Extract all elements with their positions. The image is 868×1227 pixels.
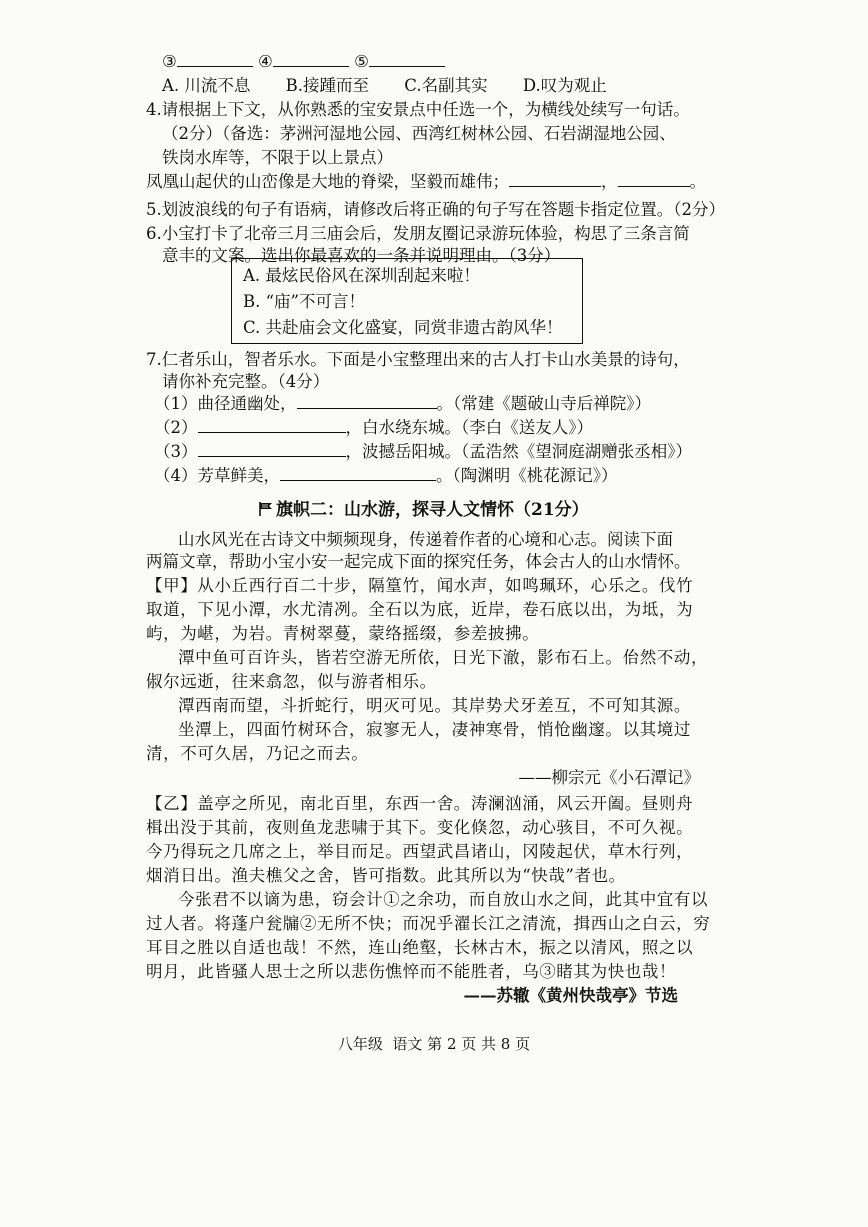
jia-line: 俶尔远逝，往来翕忽，似与游者相乐。 [146, 672, 437, 691]
page-footer: 八年级 语文 第 2 页 共 8 页 [337, 1035, 531, 1053]
q6-line2: 意丰的文案。选出你最喜欢的一条并说明理由。（3分） [162, 246, 561, 265]
jia-line: 清，不可久居，乃记之而去。 [146, 744, 369, 763]
yi-line: 【乙】盖亭之所见，南北百里，东西一舍。涛澜汹涌，风云开阖。昼则舟 [146, 794, 694, 813]
answer-blank [280, 466, 436, 481]
q3-blank-row [162, 52, 445, 72]
yi-line: 今张君不以谪为患，窃会计①之余功，而自放山水之间，此其中宜有以 [178, 890, 709, 909]
answer-blank [369, 52, 445, 67]
flag-icon [258, 502, 274, 516]
yi-line: 楫出没于其前，夜则鱼龙悲啸于其下。变化倏忽，动心骇目，不可久视。 [146, 818, 694, 837]
blank-mark-3: ③ [162, 52, 177, 71]
q6-option-a: A. 最炫民俗风在深圳刮起来啦！ [243, 266, 480, 285]
yi-line: 烟消日出。渔夫樵父之舍，皆可指数。此其所以为“快哉”者也。 [146, 866, 626, 885]
answer-blank [177, 52, 253, 67]
jia-line: 取道，下见小潭，水尤清冽。全石以为底，近岸，卷石底以出，为坻，为 [146, 600, 694, 619]
jia-line: 坐潭上，四面竹树环合，寂寥无人，凄神寒骨，悄怆幽邃。以其境过 [178, 720, 691, 739]
yi-line: 今乃得玩之几席之上，举目而足。西望武昌诸山，冈陵起伏，草木行列， [146, 842, 694, 861]
q6-option-b: B. “庙”不可言！ [243, 292, 365, 311]
jia-source: ——柳宗元《小石潭记》 [518, 768, 700, 787]
q7-item-3: （3） ，波撼岳阳城。（孟浩然《望洞庭湖赠张丞相》） [154, 442, 692, 461]
q4-line1: 4.请根据上下文，从你熟悉的宝安景点中任选一个，为横线处续写一句话。 [146, 100, 690, 119]
section-intro-2: 两篇文章，帮助小宝小安一起完成下面的探究任务，体会古人的山水情怀。 [146, 552, 691, 571]
yi-line: 明月，此皆骚人思士之所以悲伤憔悴而不能胜者，乌③睹其为快也哉！ [146, 962, 677, 981]
option-a: A. 川流不息 [162, 76, 251, 95]
q4-answer-line: 凤凰山起伏的山峦像是大地的脊梁，坚毅而雄伟； ， 。 [146, 172, 706, 191]
answer-blank [198, 418, 346, 433]
option-d: D.叹为观止 [522, 76, 607, 95]
q7-line2: 请你补充完整。（4分） [162, 372, 330, 391]
section-heading [258, 500, 589, 520]
q4-line3: 铁岗水库等，不限于以上景点） [162, 148, 393, 167]
q7-line1: 7.仁者乐山，智者乐水。下面是小宝整理出来的古人打卡山水美景的诗句， [146, 350, 690, 369]
yi-line: 耳目之胜以自适也哉！不然，连山绝壑，长林古木，振之以清风，照之以 [146, 938, 694, 957]
jia-line: 潭西南而望，斗折蛇行，明灭可见。其岸势犬牙差互，不可知其源。 [178, 696, 691, 715]
q3-options [162, 76, 607, 96]
jia-line: 屿，为嵁，为岩。青树翠蔓，蒙络摇缀，参差披拂。 [146, 624, 540, 643]
answer-blank [618, 172, 690, 187]
blank-mark-4: ④ [258, 52, 273, 71]
yi-source: ——苏辙《黄州快哉亭》节选 [463, 986, 678, 1005]
q6-option-c: C. 共赴庙会文化盛宴，同赏非遗古韵风华！ [243, 318, 563, 337]
answer-blank [198, 442, 346, 457]
blank-mark-5: ⑤ [354, 52, 369, 71]
answer-blank [297, 394, 437, 409]
option-b: B.接踵而至 [285, 76, 370, 95]
jia-line: 【甲】从小丘西行百二十步，隔篁竹，闻水声，如鸣珮环，心乐之。伐竹 [146, 576, 694, 595]
yi-line: 过人者。将蓬户瓮牖②无所不快；而况乎濯长江之清流，揖西山之白云，穷 [146, 914, 711, 933]
jia-line: 潭中鱼可百许头，皆若空游无所依，日光下澈，影布石上。佁然不动， [178, 648, 709, 667]
q4-line2: （2分）（备选：茅洲河湿地公园、西湾红树林公园、石岩湖湿地公园、 [162, 124, 676, 143]
q7-item-1: （1）曲径通幽处， 。（常建《题破山寺后禅院》） [154, 394, 651, 413]
q7-item-4: （4）芳草鲜美， 。（陶渊明《桃花源记》） [154, 466, 618, 485]
q5-question: 5.划波浪线的句子有语病，请修改后将正确的句子写在答题卡指定位置。（2分） [146, 200, 725, 219]
q6-line1: 6.小宝打卡了北帝三月三庙会后，发朋友圈记录游玩体验，构思了三条言简 [146, 224, 690, 243]
answer-blank [273, 52, 349, 67]
answer-blank [509, 172, 601, 187]
option-c: C.名副其实 [404, 76, 488, 95]
q7-item-2: （2） ，白水绕东城。（李白《送友人》） [154, 418, 593, 437]
section-intro-1: 山水风光在古诗文中频频现身，传递着作者的心境和心志。阅读下面 [178, 530, 673, 549]
q4-prompt: 凤凰山起伏的山峦像是大地的脊梁，坚毅而雄伟； [146, 172, 509, 191]
section-title: 旗帜二：山水游，探寻人文情怀（21分） [276, 500, 589, 520]
